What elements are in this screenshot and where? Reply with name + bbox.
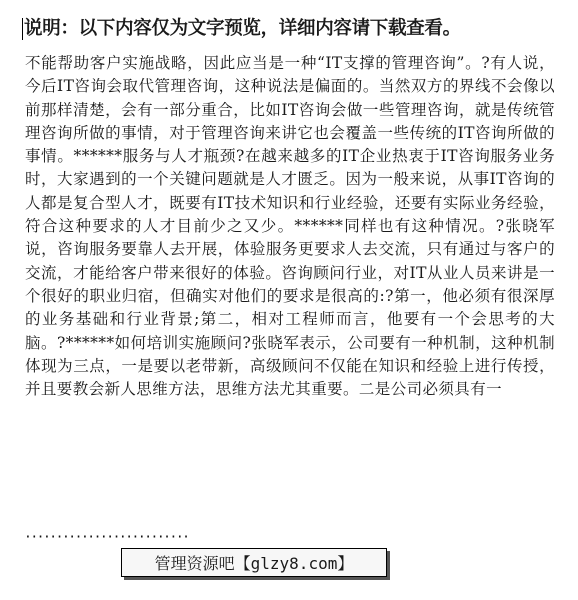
preview-notice: 说明：以下内容仅为文字预览，详细内容请下载查看。 bbox=[24, 18, 461, 39]
document-body-text: 不能帮助客户实施战略，因此应当是一种“IT支撑的管理咨询”。?有人说，今后IT咨询会取代管理咨询，这种说法是偏面的。当然双方的界线不会像以前那样清楚，会有一部分重合，比如IT咨询会做一些管理咨询，就是传统管理咨询所做的事情，对于管理咨询来讲它也会覆盖一些传统的IT咨询所做的事情。******服务与人才瓶颈?在越来越多的IT企业热衷于IT咨询服务业务时，大家遇到的一个关键问题就是人才匮乏。因为一般来说，从事IT咨询的人都是复合型人才，既要有IT技术知识和行业经验，还要有实际业务经验，符合这种要求的人才目前少之又少。******同样也有这种情况。?张晓军说，咨询服务要靠人去开展，体验服务更要求人去交流，只有通过与客户的交流，才能给客户带来很好的体验。咨询顾问行业，对IT从业人员来讲是一个很好的职业归宿，但确实对他们的要求是很高的:?第一，他必须有很深厚的业务基础和行业背景;第二，相对工程师而言，他要有一个会思考的大脑。?******如何培训实施顾问?张晓军表示，公司要有一种机制，这种机制体现为三点，一是要以老带新，高级顾问不仅能在知识和经验上进行传授，并且要教会新人思维方法，思维方法尤其重要。二是公司必须具有一 bbox=[25, 54, 555, 399]
site-banner[interactable] bbox=[121, 548, 387, 577]
text-cursor bbox=[22, 18, 23, 40]
ellipsis-dots: ·························· bbox=[24, 530, 189, 545]
site-banner-label: 管理资源吧【glzy8.com】 bbox=[154, 554, 354, 573]
